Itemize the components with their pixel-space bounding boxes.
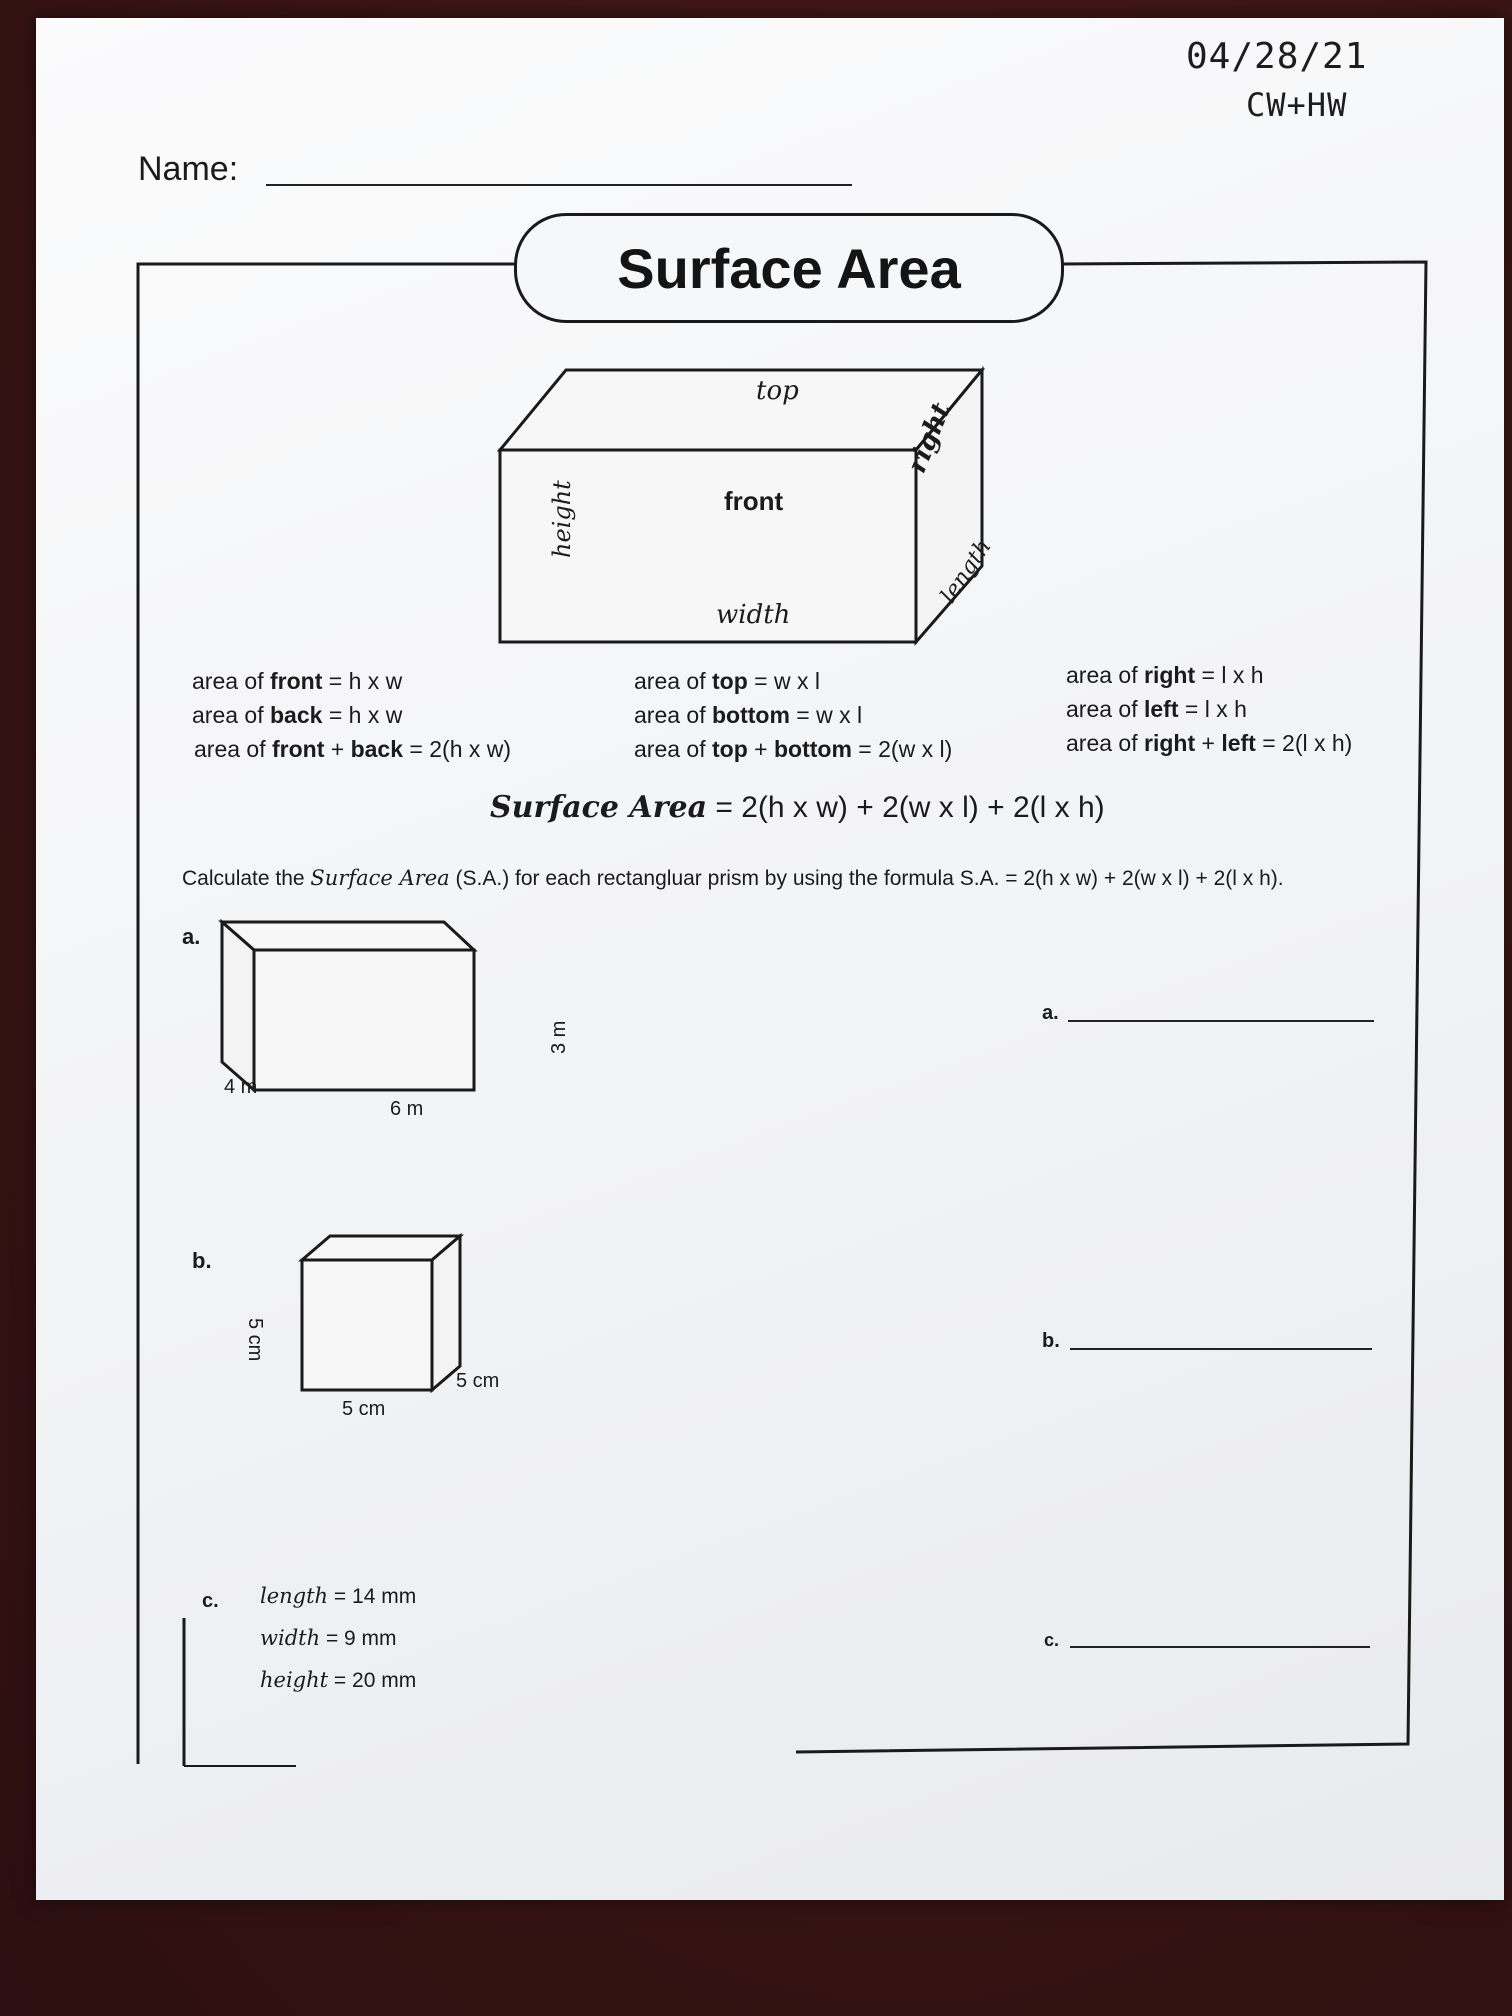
formula-left: area of left = l x h [1066, 696, 1247, 722]
answer-c-line[interactable] [1070, 1646, 1370, 1648]
diagram-front-label: front [724, 486, 784, 516]
formula-front-back: area of front + back = 2(h x w) [194, 736, 512, 762]
answer-a-line[interactable] [1068, 1020, 1374, 1022]
diagram-top-label: top [756, 376, 799, 406]
problem-b-prism [298, 1230, 468, 1410]
problem-c-height: height = 20 mm [260, 1668, 417, 1692]
answer-a-label: a. [1042, 1002, 1059, 1024]
diagram-length-label: length [936, 534, 997, 608]
instruction-text: Calculate the Surface Area (S.A.) for each rectangluar prism by using the formula S.A. = 2(h x w) + 2(w x l) + 2(l x h). [182, 866, 1284, 890]
problem-a-height: 3 m [548, 1020, 570, 1054]
problem-c-length: length = 14 mm [260, 1584, 417, 1608]
formula-top: area of top = w x l [634, 668, 820, 694]
surface-area-formula: Surface Area = 2(h x w) + 2(w x l) + 2(l x h) [490, 790, 1105, 825]
problem-a-letter: a. [182, 924, 201, 949]
problem-c-width: width = 9 mm [260, 1626, 397, 1650]
handwritten-assignment: CW+HW [1246, 86, 1348, 124]
formula-bottom: area of bottom = w x l [634, 702, 863, 728]
formula-back: area of back = h x w [192, 702, 403, 728]
formula-right: area of right = l x h [1066, 662, 1264, 688]
formula-top-bottom: area of top + bottom = 2(w x l) [634, 736, 953, 762]
diagram-height-label: height [548, 480, 576, 558]
diagram-width-label: width [716, 600, 791, 630]
handwritten-date: 04/28/21 [1186, 36, 1368, 77]
problem-b-height: 5 cm [244, 1318, 266, 1362]
worksheet-page [36, 18, 1504, 1900]
answer-c-label: c. [1044, 1630, 1060, 1650]
problem-a-depth: 4 m [224, 1076, 258, 1098]
answer-b-line[interactable] [1070, 1348, 1372, 1350]
problem-c-letter: c. [202, 1590, 219, 1612]
name-label: Name: [138, 150, 239, 188]
problem-a-width: 6 m [390, 1098, 424, 1120]
page-title: Surface Area [514, 213, 1064, 323]
problem-a-prism [216, 916, 546, 1116]
answer-b-label: b. [1042, 1330, 1060, 1352]
problem-b-letter: b. [192, 1248, 212, 1273]
diagram-right-label: right [902, 398, 958, 478]
problem-b-width: 5 cm [342, 1398, 386, 1420]
formula-front: area of front = h x w [192, 668, 403, 694]
problem-b-depth: 5 cm [456, 1370, 500, 1392]
formula-right-left: area of right + left = 2(l x h) [1066, 730, 1353, 756]
